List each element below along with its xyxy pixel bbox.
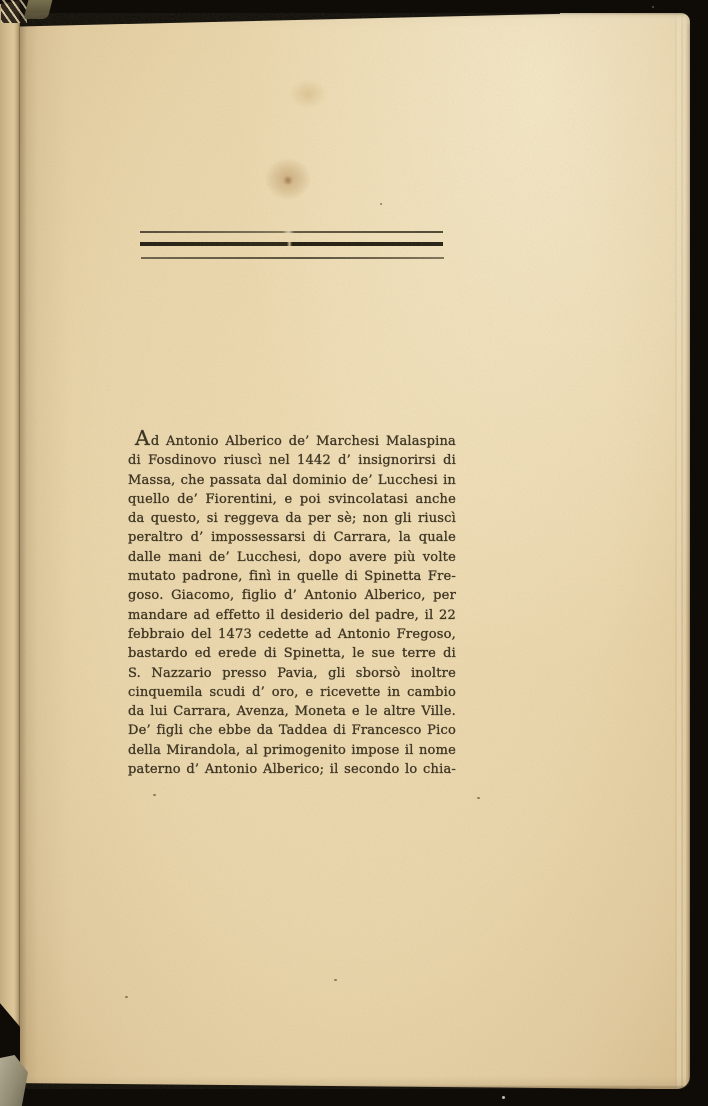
- ink-speck: [125, 996, 128, 998]
- drop-initial: A: [135, 426, 151, 450]
- text-line: da questo, si reggeva da per sè; non gli riuscì: [128, 511, 456, 527]
- text-line: mutato padrone, finì in quelle di Spinetta Fre-: [128, 569, 456, 585]
- ink-speck: [380, 203, 382, 205]
- ink-speck: [153, 794, 156, 796]
- text-line: Massa, che passata dal dominio de’ Lucchesi in: [128, 472, 456, 488]
- text-line: dalle mani de’ Lucchesi, dopo avere più volte: [128, 549, 456, 565]
- text-line: da lui Carrara, Avenza, Moneta e le altre Ville.: [128, 704, 456, 720]
- ink-speck: [477, 797, 480, 799]
- text-line: mandare ad effetto il desiderio del padre, il 22: [128, 607, 456, 623]
- paragraph: [128, 426, 456, 779]
- book-page: [20, 13, 690, 1089]
- foxing-stain-core: [283, 176, 293, 185]
- text-line: Ad Antonio Alberico de’ Marchesi Malaspina: [135, 426, 456, 450]
- dust-speck: [502, 1096, 505, 1099]
- text-line: febbraio del 1473 cedette ad Antonio Fregoso,: [128, 626, 456, 642]
- rule-thin-bottom: [141, 257, 444, 259]
- foxing-stain: [289, 79, 327, 109]
- ornament-double-rule: [140, 231, 443, 261]
- text-line: cinquemila scudi d’ oro, e ricevette in cambio: [128, 684, 456, 700]
- ink-speck: [334, 979, 337, 981]
- text-line: quello de’ Fiorentini, e poi svincolatasi anche: [128, 491, 456, 507]
- binding-stitches: [1, 0, 27, 23]
- dust-speck: [652, 6, 654, 8]
- foxing-stain: [265, 158, 311, 200]
- rule-thin-top: [140, 231, 443, 233]
- text-line: goso. Giacomo, figlio d’ Antonio Alberico, per: [128, 588, 456, 604]
- text-line: De’ figli che ebbe da Taddea di Francesco Pico: [128, 723, 456, 739]
- previous-page-edge: [0, 0, 20, 1031]
- text-line: bastardo ed erede di Spinetta, le sue terre di: [128, 646, 456, 662]
- text-line: di Fosdinovo riuscì nel 1442 d’ insignorirsi di: [128, 453, 456, 469]
- text-line: paterno d’ Antonio Alberico; il secondo lo chia-: [128, 762, 456, 778]
- text-line: della Mirandola, al primogenito impose il nome: [128, 742, 456, 758]
- rule-thick: [140, 242, 443, 246]
- text-line: peraltro d’ impossessarsi di Carrara, la quale: [128, 530, 456, 546]
- text-line: S. Nazzario presso Pavia, gli sborsò inoltre: [128, 665, 456, 681]
